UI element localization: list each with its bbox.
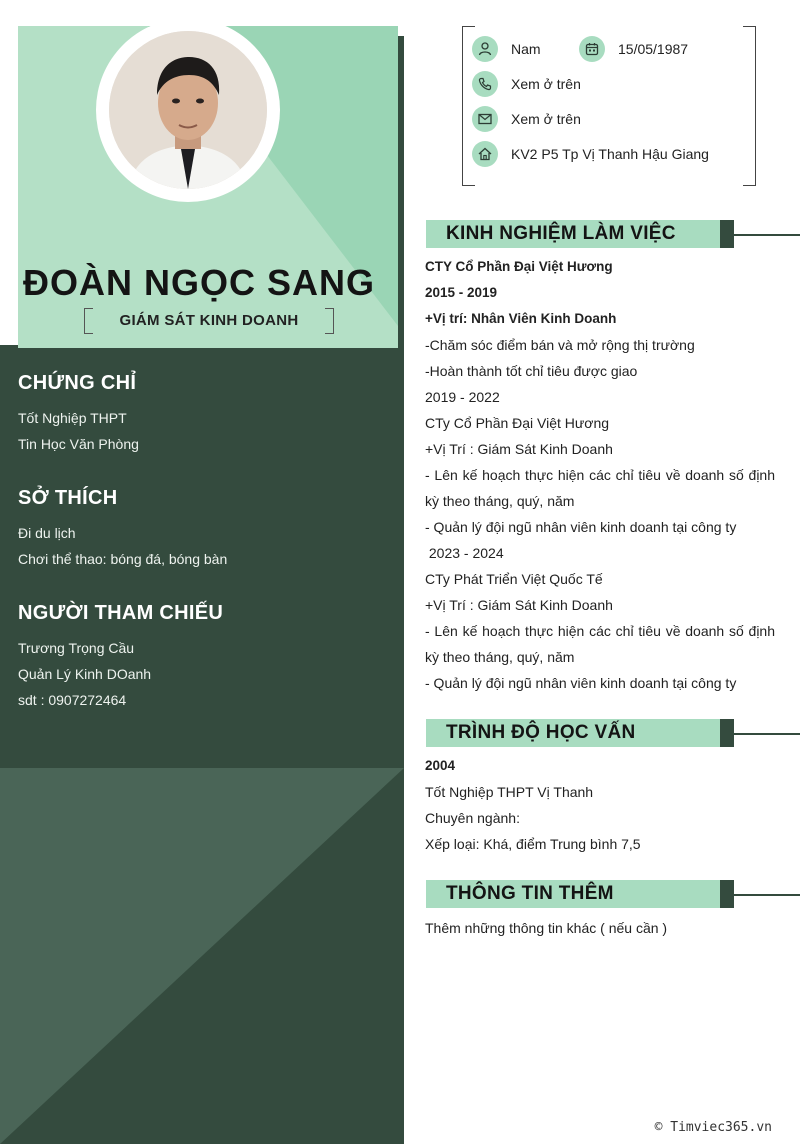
education-year: 2004 [425,758,456,773]
candidate-name: ĐOÀN NGỌC SANG [22,262,375,303]
header-line [734,733,800,735]
hobby-item: Chơi thể thao: bóng đá, bóng bàn [18,551,228,567]
education-heading: TRÌNH ĐỘ HỌC VẤN [446,722,636,743]
gender-value: Nam [511,41,541,57]
job-title: GIÁM SÁT KINH DOANH [119,312,299,329]
hobbies-section [18,487,227,572]
contact-right-bracket [743,26,756,186]
experience-line: CTy Phát Triển Việt Quốc Tế [425,571,603,587]
certificate-item: Tin Học Văn Phòng [18,436,139,452]
email-value: Xem ở trên [511,111,581,127]
experience-line: - Quản lý đội ngũ nhân viên kinh doanh tại công ty [425,519,737,535]
hobbies-heading: SỞ THÍCH [18,487,118,509]
experience-line: - Lên kế hoạch thực hiện các chỉ tiêu về doanh số định kỳ theo tháng, quý, năm [425,467,775,509]
right-bracket [325,308,334,334]
contact-address [472,141,709,167]
experience-line: 2019 - 2022 [425,389,500,405]
experience-line: CTY Cổ Phần Đại Việt Hương [425,259,613,274]
avatar [96,18,280,202]
extra-body [425,915,775,941]
experience-line: 2023 - 2024 [425,545,504,561]
extra-header [426,880,734,908]
copyright: © Timviec365.vn [654,1120,772,1135]
header-cap [720,220,734,248]
references-section [18,602,223,713]
home-icon [472,141,498,167]
contact-phone [472,71,581,97]
education-major: Chuyên ngành: [425,810,520,826]
job-title-frame [84,308,334,334]
reference-item: Quản Lý Kinh DOanh [18,666,152,682]
user-icon [472,36,498,62]
education-header [426,719,734,747]
header-cap [720,880,734,908]
extra-text: Thêm những thông tin khác ( nếu cần ) [425,920,668,936]
experience-line: - Lên kế hoạch thực hiện các chỉ tiêu về doanh số định kỳ theo tháng, quý, năm [425,623,775,665]
contact-email [472,106,581,132]
experience-line: 2015 - 2019 [425,285,498,300]
reference-item: Trương Trọng Cầu [18,640,135,656]
certificates-section [18,372,139,457]
header-shadow [398,36,404,348]
experience-line: +Vị Trí : Giám Sát Kinh Doanh [425,597,613,613]
avatar-photo [109,31,267,189]
experience-heading: KINH NGHIỆM LÀM VIỆC [446,223,676,244]
header-line [734,894,800,896]
email-icon [472,106,498,132]
address-value: KV2 P5 Tp Vị Thanh Hậu Giang [511,146,709,162]
experience-line: -Chăm sóc điểm bán và mở rộng thị trường [425,337,695,353]
education-body [425,753,775,857]
education-grade: Xếp loại: Khá, điểm Trung bình 7,5 [425,836,641,852]
hobby-item: Đi du lịch [18,525,76,541]
contact-birthdate [579,36,688,62]
contact-gender [472,36,541,62]
header-line [734,234,800,236]
birthdate-value: 15/05/1987 [618,41,689,57]
references-heading: NGƯỜI THAM CHIẾU [18,602,224,624]
experience-line: +Vị trí: Nhân Viên Kinh Doanh [425,311,617,326]
experience-body [425,254,775,696]
education-school: Tốt Nghiệp THPT Vị Thanh [425,784,594,800]
phone-value: Xem ở trên [511,76,581,92]
experience-header [426,220,734,248]
experience-line: -Hoàn thành tốt chỉ tiêu được giao [425,363,638,379]
header-cap [720,719,734,747]
reference-item: sdt : 0907272464 [18,692,127,708]
phone-icon [472,71,498,97]
certificates-heading: CHỨNG CHỈ [18,372,137,394]
experience-line: CTy Cổ Phần Đại Việt Hương [425,415,610,431]
experience-line: +Vị Trí : Giám Sát Kinh Doanh [425,441,613,457]
extra-heading: THÔNG TIN THÊM [446,883,614,904]
contact-box [462,26,756,184]
experience-line: - Quản lý đội ngũ nhân viên kinh doanh tại công ty [425,675,737,691]
calendar-icon [579,36,605,62]
certificate-item: Tốt Nghiệp THPT [18,410,127,426]
